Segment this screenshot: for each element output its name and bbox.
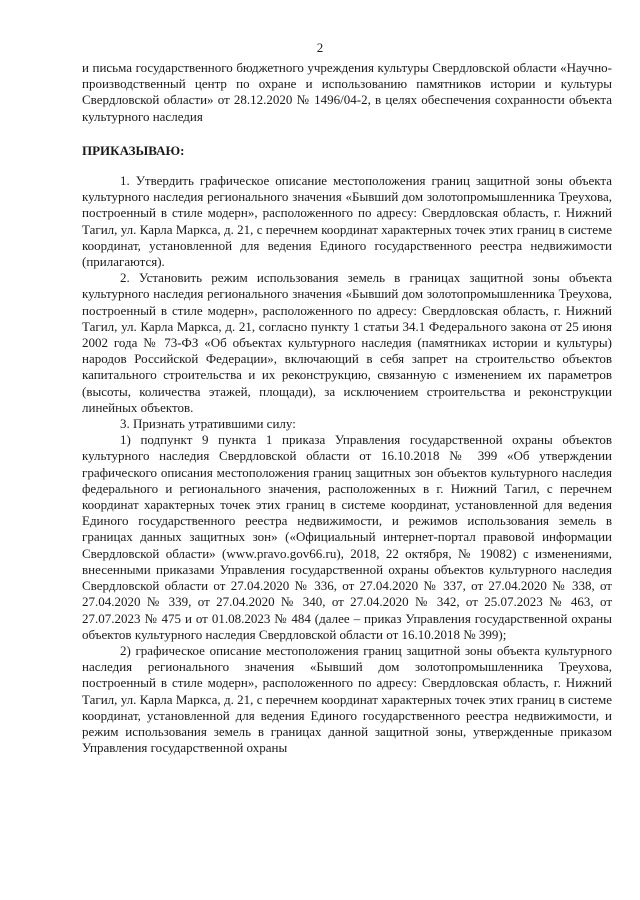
order-heading: ПРИКАЗЫВАЮ: <box>82 142 185 158</box>
subparagraph-3-2: 2) графическое описание местоположения границ защитной зоны объекта культурного наследия регионального значения «Бывший дом золотопромышленника Треухова, построенный в стиле модерн», расположенного по адресу: Свердловская область, г. Нижний Тагил, ул. Карла Маркса, д. 21, с перечнем координат характерных точек этих границ в системе координат, установленной для ведения Единого государственного реестра недвижимости, и режим использования земель в границах данной защитной зоны, утвержденные приказом Управления государственной охраны <box>82 642 612 756</box>
document-body <box>82 60 612 756</box>
paragraph-3: 3. Признать утратившими силу: <box>120 416 296 432</box>
intro-paragraph: и письма государственного бюджетного учреждения культуры Свердловской области «Научно-производственный центр по охране и использованию памятников истории и культуры Свердловской области» от 28.12.2020 № 1496/04-2, в целях обеспечения сохранности объекта культурного наследия <box>82 60 612 124</box>
paragraph-2: 2. Установить режим использования земель в границах защитной зоны объекта культурного наследия регионального значения «Бывший дом золотопромышленника Треухова, построенный в стиле модерн», расположенного по адресу: Свердловская область, г. Нижний Тагил, ул. Карла Маркса, д. 21, согласно пункту 1 статьи 34.1 Федерального закона от 25 июня 2002 года № 73-ФЗ «Об объектах культурного наследия (памятниках истории и культуры) народов Российской Федерации», включающий в себя запрет на строительство объектов капитального строительства и их реконструкцию, связанную с изменением их параметров (высоты, количества этажей, площади), за исключением строительства и реконструкции линейных объектов. <box>82 270 612 415</box>
page-number: 2 <box>316 40 324 55</box>
paragraph-1: 1. Утвердить графическое описание местоположения границ защитной зоны объекта культурного наследия регионального значения «Бывший дом золотопромышленника Треухова, построенный в стиле модерн», расположенного по адресу: Свердловская область, г. Нижний Тагил, ул. Карла Маркса, д. 21, с перечнем координат характерных точек этих границ в системе координат, установленной для ведения Единого государственного реестра недвижимости (прилагаются). <box>82 173 612 270</box>
subparagraph-3-1: 1) подпункт 9 пункта 1 приказа Управления государственной охраны объектов культурного наследия Свердловской области от 16.10.2018 № 399 «Об утверждении графического описания местоположения границ защитных зон объектов культурного наследия федерального и регионального значения, расположенных в г. Нижний Тагил, с перечнем координат характерных точек этих границ в системе координат, установленной для ведения Единого государственного реестра недвижимости, и режимов использования земель в границах данных защитных зон» («Официальный интернет-портал правовой информации Свердловской области» (www.pravo.gov66.ru), 2018, 22 октября, № 19082) с изменениями, внесенными приказами Управления государственной охраны объектов культурного наследия Свердловской области от 27.04.2020 № 336, от 27.04.2020 № 337, от 27.04.2020 № 338, от 27.04.2020 № 339, от 27.04.2020 № 340, от 27.04.2020 № 342, от 25.07.2023 № 463, от 27.07.2023 № 475 и от 01.08.2023 № 484 (далее – приказ Управления государственной охраны объектов культурного наследия Свердловской области от 16.10.2018 № 399); <box>82 432 612 642</box>
